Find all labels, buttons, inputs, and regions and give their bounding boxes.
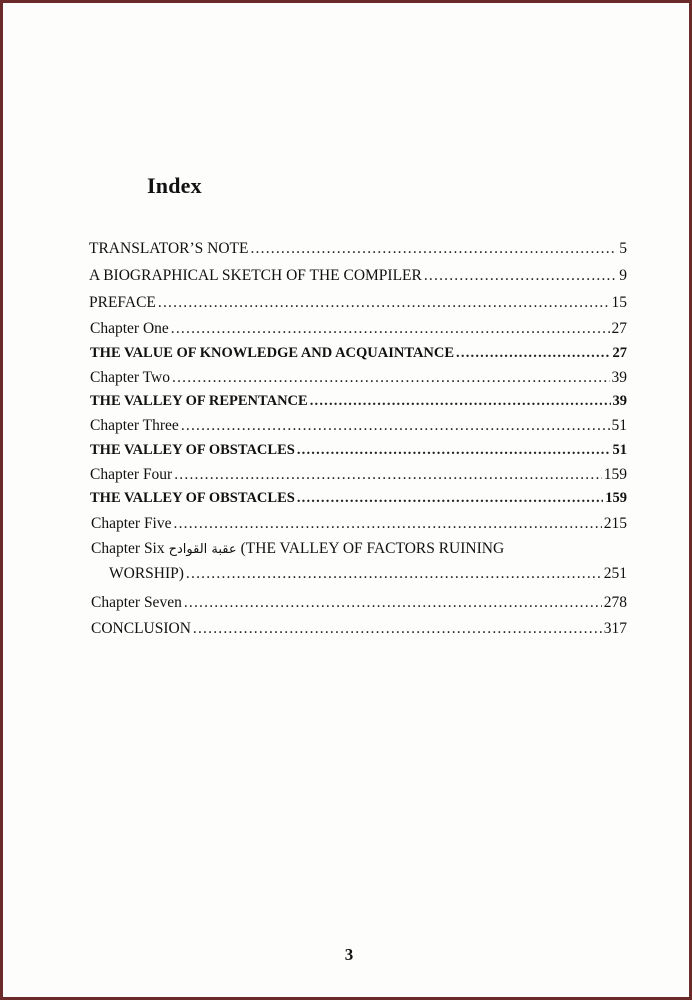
toc-entry <box>90 488 627 508</box>
dot-leader <box>171 319 610 339</box>
toc-entry-page: 215 <box>603 515 627 532</box>
toc-entry <box>89 293 627 313</box>
toc-entry-label: A BIOGRAPHICAL SKETCH OF THE COMPILER <box>89 267 422 284</box>
toc-entry <box>89 266 627 286</box>
dot-leader <box>174 465 602 485</box>
index-title: Index <box>147 173 202 198</box>
toc-entry-page: 159 <box>605 490 627 506</box>
toc-entry <box>90 343 627 363</box>
toc-entry-page: 39 <box>611 369 627 386</box>
toc-entry-page: 9 <box>619 267 627 284</box>
toc-entry-page: 27 <box>611 320 627 337</box>
dot-leader <box>181 416 610 436</box>
toc-entry-page: 159 <box>603 466 627 483</box>
toc-entry <box>89 239 627 259</box>
toc-entry <box>109 564 627 584</box>
dot-leader <box>310 391 611 411</box>
arabic-title: عقبة القوادح <box>168 542 237 557</box>
toc-entry <box>91 514 627 534</box>
toc-entry-page: 5 <box>619 240 627 257</box>
toc-entry <box>91 593 627 613</box>
dot-leader <box>424 266 617 286</box>
toc-entry-page: 51 <box>612 442 627 458</box>
toc-entry-label: Chapter Four <box>90 466 173 483</box>
toc-entry-page: 27 <box>612 345 627 361</box>
dot-leader <box>184 593 602 613</box>
dot-leader <box>193 619 602 639</box>
toc-entry-page: 51 <box>611 417 627 434</box>
toc-entry <box>90 416 627 436</box>
toc-entry-label: PREFACE <box>89 294 156 311</box>
dot-leader <box>174 514 602 534</box>
toc-entry-page: 317 <box>603 620 627 637</box>
toc-entry-label: Chapter One <box>90 320 169 337</box>
toc-entry-label: TRANSLATOR’S NOTE <box>89 240 249 257</box>
toc-entry-label-continued: WORSHIP) <box>109 565 184 582</box>
dot-leader <box>297 488 603 508</box>
toc-entry <box>90 440 627 460</box>
dot-leader <box>172 368 610 388</box>
dot-leader <box>186 564 602 584</box>
toc-entry-chapter-six-heading <box>91 539 504 560</box>
toc-entry-label: THE VALLEY OF REPENTANCE <box>90 393 308 409</box>
toc-entry-label: THE VALLEY OF OBSTACLES <box>90 490 295 506</box>
dot-leader <box>158 293 610 313</box>
toc-entry-label: THE VALLEY OF OBSTACLES <box>90 442 295 458</box>
toc-entry-label: CONCLUSION <box>91 620 191 637</box>
toc-entry-label: THE VALUE OF KNOWLEDGE AND ACQUAINTANCE <box>90 345 455 361</box>
toc-entry-label: Chapter Seven <box>91 594 182 611</box>
toc-entry-page: 251 <box>603 565 627 582</box>
toc-entry <box>90 368 627 388</box>
dot-leader <box>456 343 610 363</box>
toc-entry-label-rest: (THE VALLEY OF FACTORS RUINING <box>240 540 505 557</box>
dot-leader <box>250 239 617 259</box>
toc-entry <box>90 319 627 339</box>
toc-entry-page: 15 <box>611 294 627 311</box>
page-number: 3 <box>344 945 354 964</box>
toc-entry-page: 278 <box>603 594 627 611</box>
toc-entry <box>90 391 627 411</box>
dot-leader <box>297 440 611 460</box>
toc-entry-label: Chapter Three <box>90 417 179 434</box>
toc-entry-label: Chapter Two <box>90 369 170 386</box>
toc-entry-label: Chapter Six <box>91 540 165 557</box>
toc-entry-label: Chapter Five <box>91 515 172 532</box>
toc-entry-page: 39 <box>612 393 627 409</box>
toc-entry <box>91 619 627 639</box>
toc-entry <box>90 465 627 485</box>
